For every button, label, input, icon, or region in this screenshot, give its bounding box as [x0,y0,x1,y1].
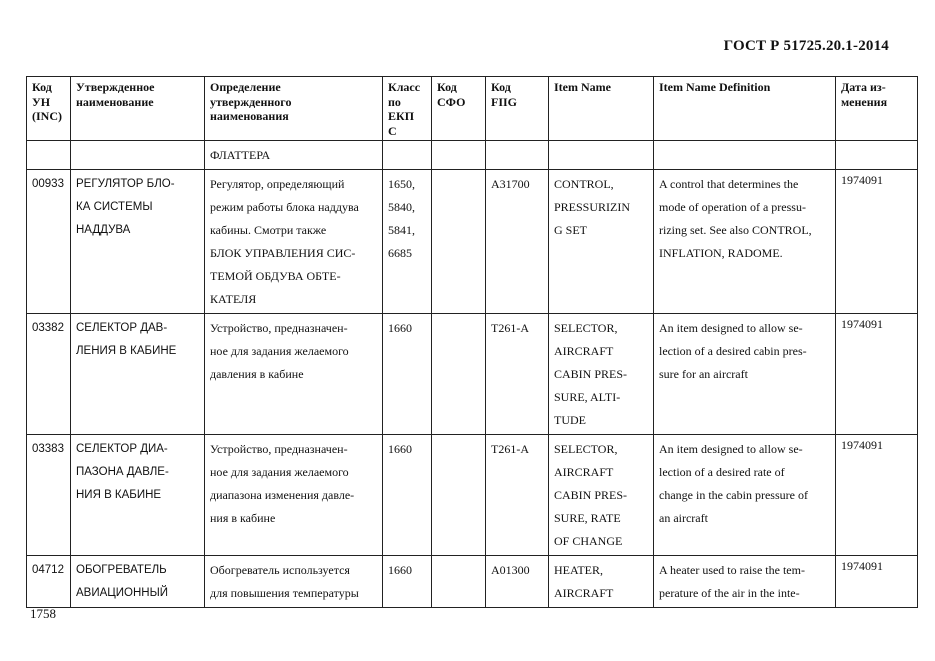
header-approved-name: Утвержденное наименование [71,77,205,141]
cell-date: 1974091 [836,314,918,435]
cell-date: 1974091 [836,435,918,556]
cell-item-name: SELECTOR, AIRCRAFT CABIN PRES- SURE, RATE OF CHANGE [549,435,654,556]
cell-item-definition: An item designed to allow se- lection of a desired cabin pres- sure for an aircraft [654,314,836,435]
cell-item-definition: A heater used to raise the tem- perature of the air in the inte- [654,556,836,608]
cell-fiig: T261-A [486,435,549,556]
cell-item-definition: A control that determines the mode of operation of a pressu- rizing set. See also CONTROL, INFLATION, RADOME. [654,170,836,314]
cell-code: 03382 [27,314,71,435]
cell-sfo [432,170,486,314]
cell-fiig: T261-A [486,314,549,435]
cell-name: СЕЛЕКТОР ДИА- ПАЗОНА ДАВЛЕ- НИЯ В КАБИНЕ [71,435,205,556]
continuation-text: ФЛАТТЕРА [205,141,383,170]
cell-item-name: HEATER, AIRCRAFT [549,556,654,608]
cell-code: 00933 [27,170,71,314]
cell-fiig: A31700 [486,170,549,314]
cell-date: 1974091 [836,556,918,608]
cell-name: СЕЛЕКТОР ДАВ- ЛЕНИЯ В КАБИНЕ [71,314,205,435]
table-row [27,435,918,556]
cell-item-name: CONTROL, PRESSURIZIN G SET [549,170,654,314]
table-row [27,170,918,314]
cell-class: 1660 [383,435,432,556]
cell-definition: Обогреватель используется для повышения температуры [205,556,383,608]
header-change-date: Дата из- менения [836,77,918,141]
cell-item-definition: An item designed to allow se- lection of a desired rate of change in the cabin pressure of an aircraft [654,435,836,556]
header-class: Класс по ЕКП С [383,77,432,141]
nomenclature-table [26,76,918,608]
cell-fiig: A01300 [486,556,549,608]
header-inc-code: Код УН (INC) [27,77,71,141]
header-item-name-definition: Item Name Definition [654,77,836,141]
cell-class: 1660 [383,314,432,435]
table-row-continuation [27,141,918,170]
cell-date: 1974091 [836,170,918,314]
cell-item-name: SELECTOR, AIRCRAFT CABIN PRES- SURE, ALTI- TUDE [549,314,654,435]
table-row [27,556,918,608]
header-item-name: Item Name [549,77,654,141]
cell-name: РЕГУЛЯТОР БЛО- КА СИСТЕМЫ НАДДУВА [71,170,205,314]
cell-sfo [432,556,486,608]
cell-code: 04712 [27,556,71,608]
cell-sfo [432,435,486,556]
cell-definition: Устройство, предназначен- ное для задания желаемого диапазона изменения давле- ния в кабине [205,435,383,556]
cell-definition: Регулятор, определяющий режим работы блока наддува кабины. Смотри также БЛОК УПРАВЛЕНИЯ СИС- ТЕМОЙ ОБДУВА ОБТЕ- КАТЕЛЯ [205,170,383,314]
header-definition: Определение утвержденного наименования [205,77,383,141]
cell-class: 1650, 5840, 5841, 6685 [383,170,432,314]
cell-name: ОБОГРЕВАТЕЛЬ АВИАЦИОННЫЙ [71,556,205,608]
table-row [27,314,918,435]
header-fiig-code: Код FIIG [486,77,549,141]
standard-number: ГОСТ Р 51725.20.1-2014 [723,38,889,54]
header-sfo-code: Код СФО [432,77,486,141]
cell-definition: Устройство, предназначен- ное для задания желаемого давления в кабине [205,314,383,435]
cell-class: 1660 [383,556,432,608]
table-header-row [27,77,918,141]
cell-sfo [432,314,486,435]
page-number: 1758 [30,606,56,621]
cell-code: 03383 [27,435,71,556]
